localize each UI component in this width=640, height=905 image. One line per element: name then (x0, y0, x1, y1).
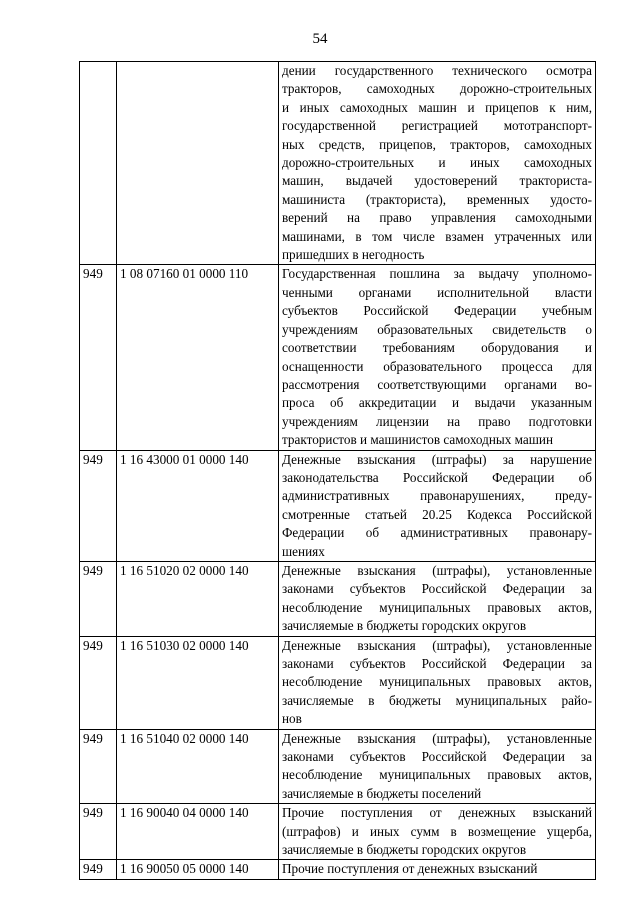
budget-classification-code-cell: 1 08 07160 01 0000 110 (117, 265, 279, 450)
description-line: трактористов и машинистов самоходных машин (282, 432, 554, 448)
description-line: Прочие поступления от денежных взысканий (282, 805, 592, 821)
description-line: несоблюдение муниципальных правовых актов, (282, 599, 592, 615)
budget-classification-code-cell: 1 16 51030 02 0000 140 (117, 636, 279, 729)
revenue-description-cell (279, 804, 596, 860)
admin-code-cell: 949 (80, 860, 117, 879)
description-line: зачисляемые в бюджеты городских округов (282, 842, 527, 858)
revenue-description-cell (279, 729, 596, 804)
table-row (80, 729, 596, 804)
revenue-description-cell (279, 860, 596, 879)
revenue-description-cell (279, 62, 596, 265)
description-line: (штрафов) и иных сумм в возмещение ущерба, (282, 823, 592, 839)
description-line: государственной регистрацией мототранспорт- (282, 118, 592, 134)
description-line: законами субъектов Российской Федерации за (282, 581, 592, 597)
description-line: машиниста (тракториста), временных удосто- (282, 191, 592, 207)
description-line: Денежные взыскания (штрафы) за нарушение (282, 451, 592, 467)
description-line: верений на право управления самоходными (282, 210, 592, 226)
description-line: зачисляемые в бюджеты муниципальных райо- (282, 692, 592, 708)
budget-classification-code-cell: 1 16 51020 02 0000 140 (117, 561, 279, 636)
description-line: законами субъектов Российской Федерации за (282, 749, 592, 765)
table-row (80, 450, 596, 561)
admin-code-cell: 949 (80, 804, 117, 860)
description-line: учреждениям образовательных свидетельств о (282, 321, 592, 337)
table-row (80, 561, 596, 636)
description-line: оснащенности образовательного процесса для (282, 358, 592, 374)
description-line: соответствии требованиям оборудования и (282, 340, 592, 356)
description-line: несоблюдение муниципальных правовых актов, (282, 674, 592, 690)
description-line: законодательства Российской Федерации об (282, 469, 592, 485)
description-line: ченными органами исполнительной власти (282, 284, 592, 300)
table-row (80, 62, 596, 265)
admin-code-cell: 949 (80, 450, 117, 561)
table-body (80, 62, 596, 880)
admin-code-cell (80, 62, 117, 265)
description-line: дорожно-строительных и иных самоходных (282, 155, 592, 171)
description-line: смотренные статьей 20.25 Кодекса Российской (282, 506, 592, 522)
description-line: машин, выдачей удостоверений тракториста- (282, 173, 592, 189)
admin-code-cell: 949 (80, 561, 117, 636)
revenue-codes-table (79, 61, 596, 880)
description-line: пришедших в негодность (282, 247, 425, 263)
admin-code-cell: 949 (80, 265, 117, 450)
description-line: Денежные взыскания (штрафы), установленные (282, 730, 592, 746)
page-number: 54 (312, 31, 328, 47)
revenue-description-cell (279, 450, 596, 561)
table-row (80, 265, 596, 450)
description-line: нов (282, 711, 302, 727)
admin-code-cell: 949 (80, 729, 117, 804)
table-row (80, 636, 596, 729)
table-row (80, 860, 596, 879)
budget-classification-code-cell: 1 16 51040 02 0000 140 (117, 729, 279, 804)
description-line: проса об аккредитации и выдачи указанным (282, 395, 592, 411)
description-line: тракторов, самоходных дорожно-строительных (282, 81, 592, 97)
description-line: машинами, в том числе взамен утраченных или (282, 228, 592, 244)
description-line: зачисляемые в бюджеты поселений (282, 785, 482, 801)
table-row (80, 804, 596, 860)
budget-classification-code-cell (117, 62, 279, 265)
budget-classification-code-cell: 1 16 90040 04 0000 140 (117, 804, 279, 860)
description-line: Федерации об административных правонару- (282, 525, 592, 541)
description-line: Денежные взыскания (штрафы), установленные (282, 562, 592, 578)
description-line: несоблюдение муниципальных правовых актов, (282, 767, 592, 783)
budget-classification-code-cell: 1 16 43000 01 0000 140 (117, 450, 279, 561)
description-line: административных правонарушениях, преду- (282, 488, 592, 504)
description-line: учреждениям лицензии на право подготовки (282, 413, 592, 429)
description-line: дении государственного технического осмотра (282, 63, 592, 78)
description-line: Прочие поступления от денежных взысканий (282, 861, 538, 877)
revenue-description-cell (279, 265, 596, 450)
description-line: шениях (282, 543, 325, 559)
description-line: законами субъектов Российской Федерации за (282, 656, 592, 671)
revenue-description-cell (279, 561, 596, 636)
description-line: и иных самоходных машин и прицепов к ним, (282, 99, 592, 115)
revenue-description-cell (279, 636, 596, 729)
description-line: рассмотрения соответствующими органами во- (282, 376, 592, 392)
budget-classification-code-cell: 1 16 90050 05 0000 140 (117, 860, 279, 879)
description-line: ных средств, прицепов, тракторов, самоходных (282, 136, 592, 152)
admin-code-cell: 949 (80, 636, 117, 729)
description-line: Государственная пошлина за выдачу уполномо- (282, 266, 592, 282)
description-line: Денежные взыскания (штрафы), установленные (282, 637, 592, 653)
description-line: субъектов Российской Федерации учебным (282, 303, 592, 319)
description-line: зачисляемые в бюджеты городских округов (282, 618, 527, 634)
